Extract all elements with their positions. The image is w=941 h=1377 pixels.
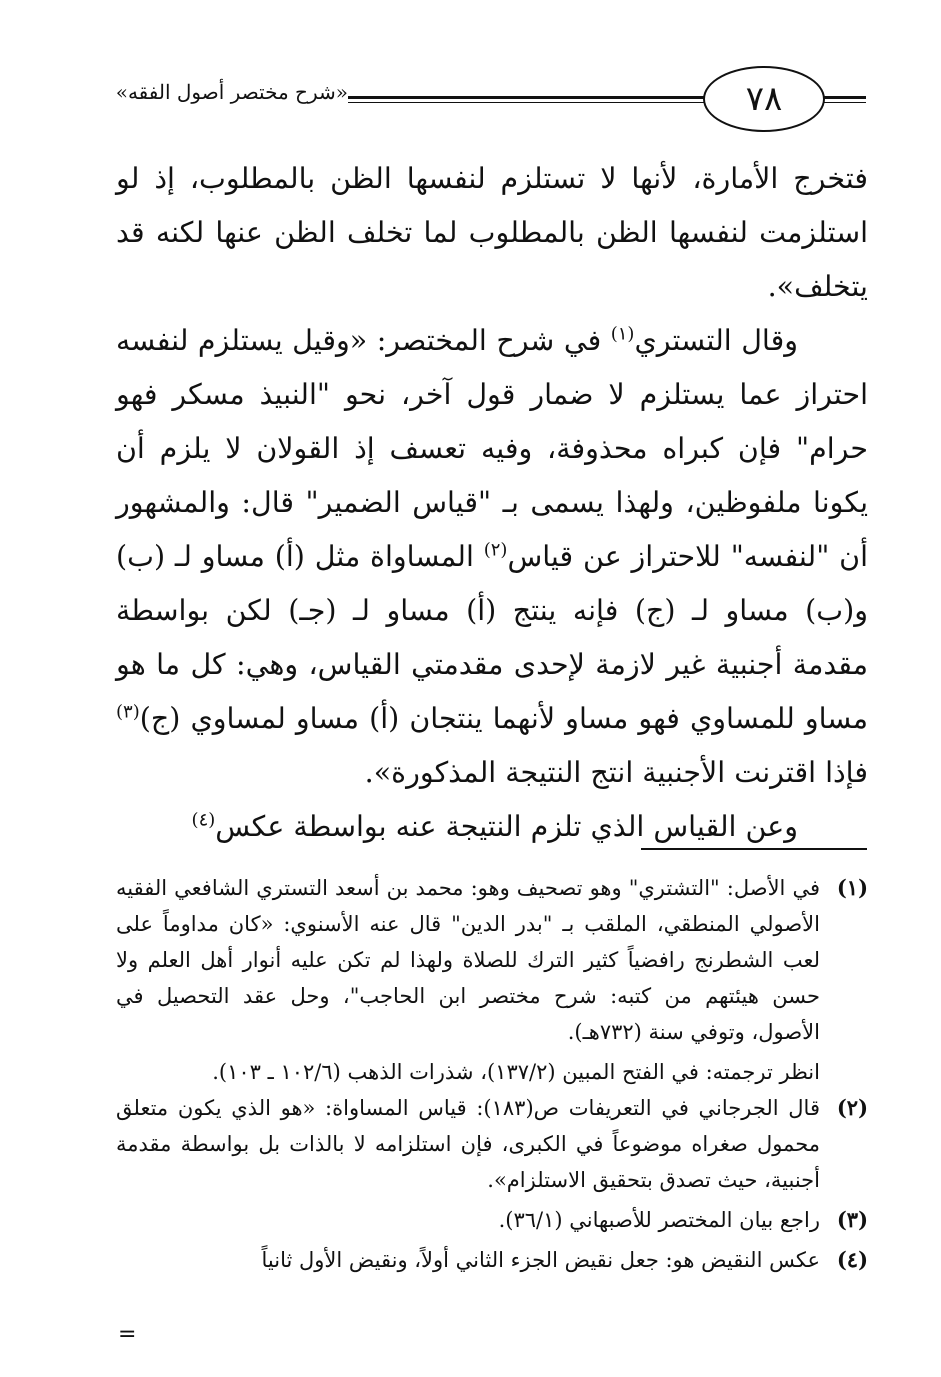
- paragraph-1: فتخرج الأمارة، لأنها لا تستلزم لنفسها الظن بالمطلوب، إذ لو استلزمت لنفسها الظن بالمطلوب لما تخلف الظن عنها لكنه قد يتخلف».: [116, 162, 868, 303]
- page-header: [115, 66, 866, 134]
- continuation-mark: =: [118, 1322, 137, 1347]
- footnote-1-text: في الأصل: "التشتري" وهو تصحيف وهو: محمد بن أسعد التستري الشافعي الفقيه الأصولي المنطقي، الملقب بـ "بدر الدين" قال عنه الأسنوي: «كان مداوماً على لعب الشطرنج رافضياً كثير الترك للصلاة ولهذا لم تكن عليه أنوار أهل العلم ولا حسن هيئتهم من كتبه: شرح مختصر ابن الحاجب"، وحل عقد التحصيل في الأصول، وتوفي سنة (٧٣٢هـ).: [116, 876, 821, 1044]
- footnote-3: [116, 1202, 868, 1238]
- footnote-3-text: راجع بيان المختصر للأصبهاني (٣٦/١).: [498, 1208, 820, 1232]
- footnote-4: [116, 1242, 868, 1278]
- paragraph-2: [116, 314, 868, 800]
- footnote-ref-4: (٤): [191, 809, 216, 831]
- footnotes: [116, 870, 868, 1282]
- footnote-separator: [641, 848, 867, 850]
- footnote-ref-2: (٢): [483, 539, 508, 561]
- footnote-3-number: (٣): [836, 1207, 868, 1232]
- footnote-ref-3: (٣): [116, 701, 140, 723]
- footnote-1-reference: انظر ترجمته: في الفتح المبين (١٣٧/٢)، شذرات الذهب (١٠٢/٦ ـ ١٠٣).: [212, 1060, 820, 1084]
- running-title: «شرح مختصر أصول الفقه»: [115, 80, 348, 104]
- footnote-1: [116, 870, 868, 1050]
- paragraph-3-part-a: وعن القياس الذي تلزم النتيجة عنه بواسطة عكس: [215, 810, 798, 843]
- footnote-2-number: (٢): [836, 1095, 868, 1120]
- paragraph-2-part-c: المساواة مثل (أ) مساو لـ (ب) و(ب) مساو لـ (ج) فإنه ينتج (أ) مساو لـ (جـ) لكن بواسطة مقدمة أجنبية غير لازمة لإحدى مقدمتي القياس، وهي: كل ما هو مساو للمساوي فهو مساو لأنهما ينتجان (أ) مساو لمساوي (ج): [116, 540, 868, 735]
- footnote-1-number: (١): [836, 875, 868, 900]
- paragraph-2-part-b: في شرح المختصر: «وقيل يستلزم لنفسه احتراز عما يستلزم لا ضمار قول آخر، نحو "النبيذ مسكر فهو حرام" فإن كبراه محذوفة، وفيه تعسف إذ القولان لا يلزم أن يكونا ملفوظين، ولهذا يسمى بـ "قياس الضمير" قال: والمشهور أن "لنفسه" للاحتراز عن قياس: [116, 324, 869, 573]
- footnote-4-text: عكس النقيض هو: جعل نقيض الجزء الثاني أولاً، ونقيض الأول ثانياً: [261, 1248, 820, 1272]
- footnote-2-text: قال الجرجاني في التعريفات ص(١٨٣): قياس المساواة: «هو الذي يكون متعلق محمول صغراه موضوعاً في الكبرى، فإن استلزامه لا بالذات بل بواسطة مقدمة أجنبية، حيث تصدق بتحقيق الاستلزام».: [116, 1096, 820, 1192]
- paragraph-2-part-d: فإذا اقترنت الأجنبية انتج النتيجة المذكورة».: [364, 756, 868, 789]
- page-number: ٧٨: [703, 66, 825, 132]
- paragraph-3: [116, 800, 868, 854]
- footnote-4-number: (٤): [836, 1247, 868, 1272]
- footnote-2: [116, 1090, 868, 1198]
- footnote-ref-1: (١): [610, 323, 635, 345]
- paragraph-2-part-a: وقال التستري: [634, 324, 798, 357]
- main-text: [116, 152, 868, 854]
